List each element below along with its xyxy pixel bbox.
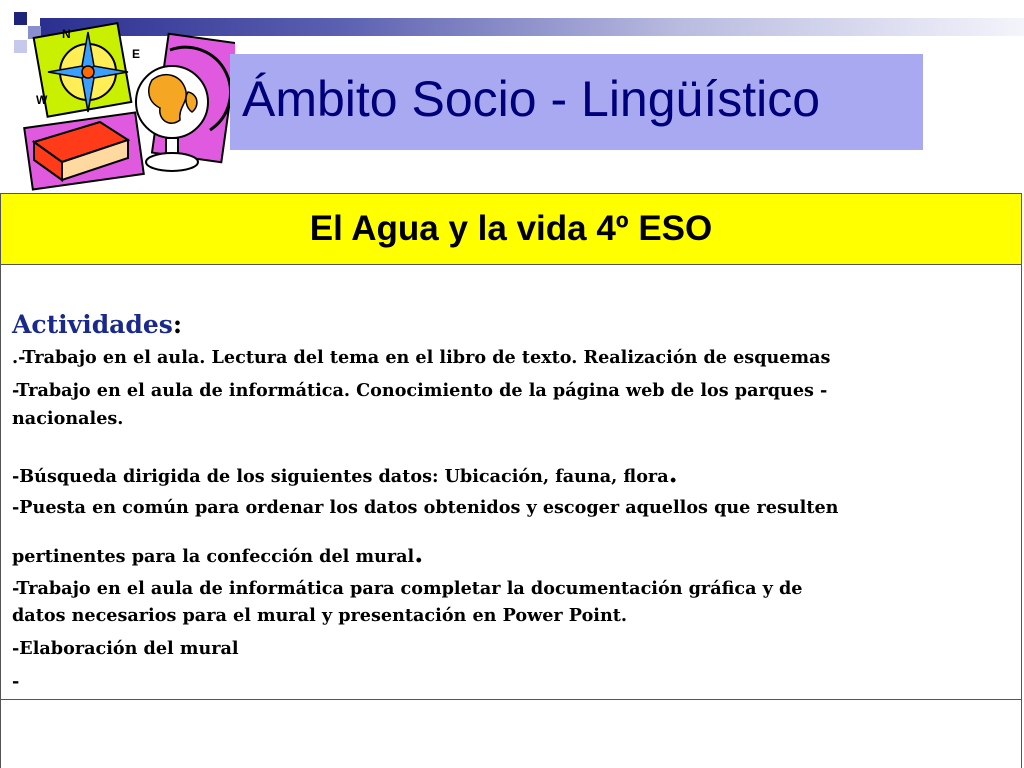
activity-line: -Puesta en común para ordenar los datos obtenidos y escoger aquellos que resulten xyxy=(12,497,839,518)
compass-letter-w: W xyxy=(36,93,48,107)
activity-line-text: -Búsqueda dirigida de los siguientes datos: Ubicación, fauna, flora xyxy=(12,466,669,487)
big-period: . xyxy=(668,459,678,489)
activity-line: -Elaboración del mural xyxy=(12,638,239,659)
header-row xyxy=(1,194,1021,265)
activity-line-text: pertinentes para la confección del mural xyxy=(12,546,415,567)
activities-heading xyxy=(12,310,182,339)
activities-cell xyxy=(1,265,1021,700)
big-period: . xyxy=(414,539,424,569)
activities-label: Actividades xyxy=(12,310,173,339)
compass-globe-book-clipart xyxy=(20,10,235,195)
activity-line: -Trabajo en el aula de informática. Conocimiento de la página web de los parques - xyxy=(12,380,828,401)
compass-letter-n: N xyxy=(62,27,71,41)
page-title: Ámbito Socio - Lingüístico xyxy=(242,71,821,127)
content-table xyxy=(0,193,1022,768)
activity-line: .-Trabajo en el aula. Lectura del tema en el libro de texto. Realización de esquemas xyxy=(12,347,831,368)
activity-line: datos necesarios para el mural y presentación en Power Point. xyxy=(12,605,628,626)
activity-line: nacionales. xyxy=(12,408,124,429)
title-box xyxy=(230,54,923,150)
activity-line xyxy=(12,541,423,567)
activity-line: -Trabajo en el aula de informática para completar la documentación gráfica y de xyxy=(12,578,803,599)
header-title: El Agua y la vida 4º ESO xyxy=(309,209,713,248)
activity-line xyxy=(12,461,678,487)
compass-letter-e: E xyxy=(132,47,141,61)
activity-line: - xyxy=(12,671,20,692)
activities-colon: : xyxy=(172,310,183,339)
